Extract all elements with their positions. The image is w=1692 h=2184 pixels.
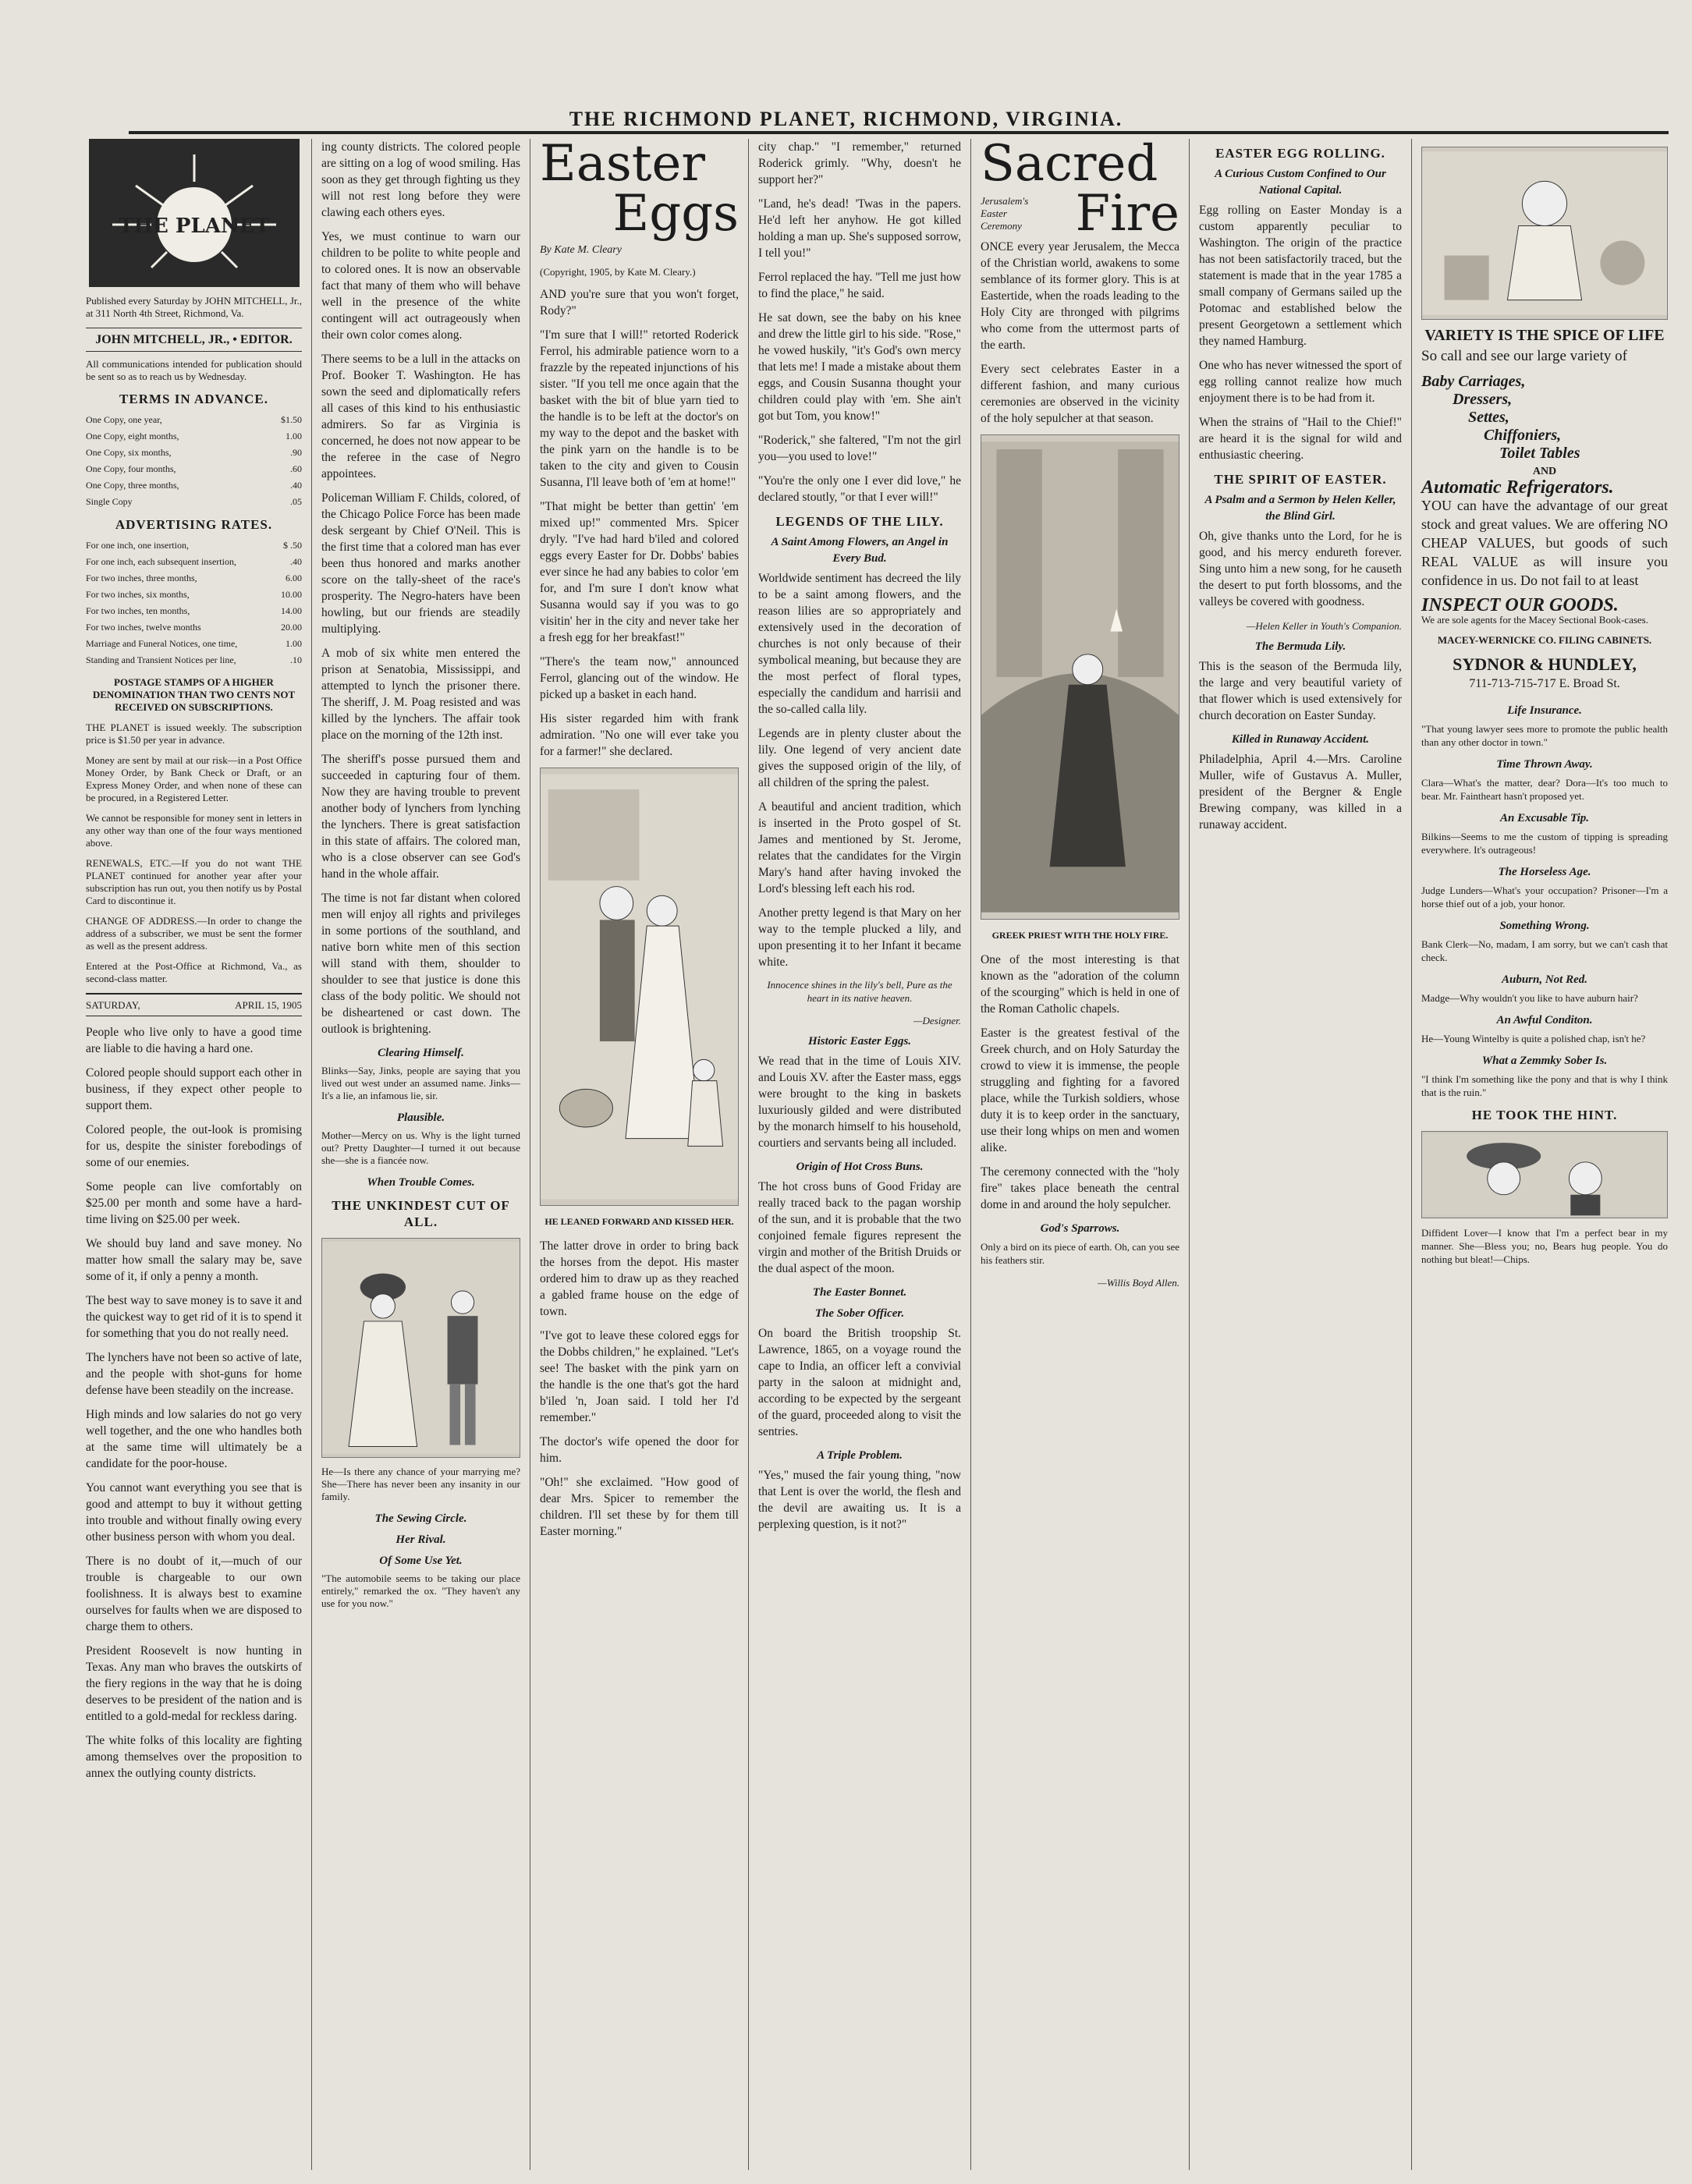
column-2 (312, 139, 530, 2170)
editorial-para: The best way to save money is to save it and the quickest way to get rid of it is to spend it for something that you do not really need. (86, 1294, 302, 1340)
joke-heading: What a Zemmky Sober Is. (1481, 1055, 1608, 1067)
story-subtitle: Jerusalem's Easter Ceremony (981, 195, 1029, 232)
story-para: His sister regarded him with frank admiration. "No one will ever take you for a farmer!" she declared. (540, 712, 739, 758)
ad-illustration (1421, 147, 1668, 320)
notice-4: RENEWALS, ETC.—If you do not want THE PLANET continued for another year after your subscription has run out, you then notify us by Postal Card to discontinue it. (86, 857, 302, 906)
joke-heading: The Horseless Age. (1498, 866, 1591, 878)
story-para: The ceremony connected with the "holy fire" takes place beneath the central dome in and around the holy sepulcher. (981, 1165, 1179, 1211)
story-para: Egg rolling on Easter Monday is a custom apparently peculiar to Washington. The origin of the practice has not been satisfactorily traced, but the statement is made that in the year 1785 a small company of Germans sailed up the Potomac and established below the present Georgetown a settlement which they named Hamburg. (1199, 204, 1402, 348)
masthead-rule (129, 131, 1669, 134)
lily-para: Legends are in plenty cluster about the lily. One legend of very ancient date gives the supposed origin of the lily, of all children of the spring the palest. (758, 727, 961, 789)
family-illustration-icon (541, 768, 738, 1205)
story-para: "Land, he's dead! 'Twas in the papers. He'd left her anyhow. He got killed holding a man up. She's supposed sorrow, I tell you!" (758, 197, 961, 260)
story-para: AND you're sure that you won't forget, Rody?" (540, 288, 739, 317)
published-notice: Published every Saturday by JOHN MITCHELL, Jr., at 311 North 4th Street, Richmond, Va. (86, 295, 302, 319)
notice-3: We cannot be responsible for money sent in letters in any other way than one of the four ways mentioned above. (86, 812, 302, 849)
lily-para: A beautiful and ancient tradition, which is inserted in the Proto gospel of St. James and mentioned by St. Jerome, relates that the candidates for the Virgin Mary's hand after having invoked the Lord's blessing left each his rod. (758, 800, 961, 895)
editorial-para: There seems to be a lull in the attacks on Prof. Booker T. Washington. He has sown the seed and diplomatically refers all cases of this kind to his enthusiastic admirers. So far as Virginia is concerned, he does not now appear to be the referee in the case of Negro appointees. (321, 353, 520, 480)
editorial-para: We should buy land and save money. No matter how small the salary may be, save some of it, if only a penny a month. (86, 1237, 302, 1283)
table-row: For two inches, twelve months 20.00 (86, 622, 302, 633)
joke-text: Clara—What's the matter, dear? Dora—It's too much to bear. Mr. Faintheart hasn't proposed yet. (1421, 777, 1668, 802)
table-row: One Copy, six months, .90 (86, 447, 302, 458)
table-row: Marriage and Funeral Notices, one time, 1.00 (86, 638, 302, 649)
story-para: The latter drove in order to bring back the horses from the depot. His master ordered him to draw up as they reached a gabled frame house on the edge of town. (540, 1239, 739, 1318)
section-heading: Origin of Hot Cross Buns. (796, 1161, 924, 1173)
story-para: "I've got to leave these colored eggs for the Dobbs children," he explained. "Let's see! The basket with the pink yarn on the handle is the one that's got the hard b'iled 'n, Joan said. I told her I'd remember." (540, 1329, 739, 1424)
child-illustration-icon (1422, 147, 1667, 319)
table-row: One Copy, four months, .60 (86, 463, 302, 474)
illustration-caption: GREEK PRIEST WITH THE HOLY FIRE. (991, 930, 1169, 941)
adv-rates-table (86, 537, 302, 668)
editorial-para: The time is not far distant when colored men will enjoy all rights and privileges in some portions of the southland, and native born white men of this section will stand with them, shoulder to shoulder to see that justice is done this class of the body politic. We should not be disheartened or cast down. The outlook is brightening. (321, 892, 520, 1036)
editorial-para: The sheriff's posse pursued them and succeeded in capturing four of them. Now they are having trouble to prevent another body of lynchers from lynching the lynchers. There is great satisfaction in this state of affairs. The colored man, who is a close observer can see God's hand in the whole affair. (321, 753, 520, 881)
spirit-signature: —Helen Keller in Youth's Companion. (1246, 620, 1402, 632)
story-para: "Roderick," she faltered, "I'm not the girl you—you used to love!" (758, 434, 961, 463)
editorial-para: Policeman William F. Childs, colored, of the Chicago Police Force has been made desk sergeant by Chief O'Neil. This is the first time that a colored man has ever been thus honored and marks another score on the tally-sheet of the race's prosperity. The Negro-haters have been howling, but our friends are steadily multiplying. (321, 491, 520, 636)
table-row: Single Copy .05 (86, 496, 302, 507)
section-heading: God's Sparrows. (1040, 1222, 1120, 1235)
story-para: He sat down, see the baby on his knee and drew the little girl to his side. "Rose," he vowed huskily, "it's God's own mercy that lets me! I made a mistake about them eggs, and Cousin Susanna thought your children could play with 'em. She ain't got but Tom, you know!" (758, 311, 961, 423)
story-title-sacred: Sacred (981, 139, 1158, 193)
table-row: One Copy, three months, .40 (86, 480, 302, 491)
column-6 (1190, 139, 1412, 2170)
story-para: The doctor's wife opened the door for him. (540, 1435, 739, 1465)
column-7 (1412, 139, 1677, 2170)
table-row: For two inches, ten months, 14.00 (86, 605, 302, 616)
illustration-caption: HE LEANED FORWARD AND KISSED HER. (544, 1216, 734, 1227)
joke-heading: Auburn, Not Red. (1501, 973, 1588, 986)
masthead: THE RICHMOND PLANET, RICHMOND, VIRGINIA. (569, 108, 1123, 130)
copyright: (Copyright, 1905, by Kate M. Cleary.) (540, 266, 696, 278)
joke-heading: Her Rival. (396, 1533, 446, 1546)
table-row: For one inch, one insertion, $ .50 (86, 540, 302, 551)
section-heading: The Easter Bonnet. (812, 1286, 907, 1299)
poem-signature: —Designer. (913, 1015, 961, 1026)
section-para: The hot cross buns of Good Friday are really traced back to the pagan worship of the sun, and it is probable that the two conjoined female figures represent the virgin and mother of the British Druids or the dual aspect of the moon. (758, 1180, 961, 1275)
story-illustration (540, 768, 739, 1206)
holy-fire-illustration (981, 434, 1179, 920)
lily-poem: Innocence shines in the lily's bell, Pure as the heart in its native heaven. (767, 979, 952, 1004)
egg-rolling-title: EASTER EGG ROLLING. (1215, 146, 1385, 161)
joke-heading: When Trouble Comes. (367, 1176, 475, 1189)
story-title-fire: Fire (1075, 185, 1179, 243)
couple-cartoon-icon (322, 1239, 520, 1457)
joke-heading: An Excusable Tip. (1499, 812, 1590, 824)
ad-call: So call and see our large variety of (1421, 348, 1627, 364)
joke-text: Bank Clerk—No, madam, I am sorry, but we can't cash that check. (1421, 938, 1668, 963)
firm-name: SYDNOR & HUNDLEY, (1453, 654, 1637, 674)
svg-text:THE PLANET: THE PLANET (118, 214, 270, 238)
poem-text: Only a bird on its piece of earth. Oh, can you see his feathers stir. (981, 1241, 1179, 1266)
story-para: "You're the only one I ever did love," he declared stoutly, "or that I ever will!" (758, 474, 961, 504)
hint-illustration (1421, 1131, 1668, 1218)
section-heading: Killed in Runaway Accident. (1231, 733, 1370, 746)
joke-heading: Of Some Use Yet. (379, 1555, 463, 1567)
story-para: Easter is the greatest festival of the Greek church, and on Holy Saturday the crowd to view it is immense, the people struggling and fighting for a favored place, while the Turkish soldiers, whose duty it is to keep order in the sanctuary, use their long whips on men and women alike. (981, 1026, 1179, 1154)
story-para: ONCE every year Jerusalem, the Mecca of the Christian world, awakens to some semblance of its former glory. This is at Eastertide, when the roads leading to the Holy City are thronged with pilgrims who come from the uttermost parts of the earth. (981, 240, 1179, 352)
crowd-illustration-icon (981, 435, 1179, 919)
story-title-eggs: Eggs (612, 185, 739, 243)
ad-inspect: INSPECT OUR GOODS. (1421, 595, 1619, 615)
section-para: On board the British troopship St. Lawrence, 1865, on a voyage round the cape to India, an officer left a convivial party in the saloon at midnight and, according to be expected by the sergeant of the guard, proceeded along to visit the sentries. (758, 1327, 961, 1438)
ad-body: YOU can have the advantage of our great stock and great values. We are offering NO CHEAP VALUES, but goods of such REAL VALUE as will insure you confidence in us. Do not fail to at least (1421, 498, 1668, 588)
lily-title: LEGENDS OF THE LILY. (775, 514, 944, 529)
story-para: This is the season of the Bermuda lily, the large and very beautiful variety of that flower which is used extensively for church decoration on Easter Sunday. (1199, 660, 1402, 722)
editor-line: JOHN MITCHELL, JR., • EDITOR. (86, 328, 302, 352)
ad-and: AND (1532, 466, 1557, 477)
story-para: One who has never witnessed the sport of egg rolling cannot realize how much enjoyment there is to be had from it. (1199, 359, 1402, 405)
editorial-para: There is no doubt of it,—much of our trouble is chargeable to our own foolishness. It is always best to examine ourselves for faults when we are disposed to charge them to others. (86, 1555, 302, 1633)
table-row: For two inches, six months, 10.00 (86, 589, 302, 600)
entered-notice: Entered at the Post-Office at Richmond, Va., as second-class matter. (86, 960, 302, 984)
story-para: "That might be better than gettin' 'em mixed up!" commented Mrs. Spicer dryly. "I've had hard b'iled and colored eggs every Easter for Dr. Dobbs' babies ever since he had any babies to color 'em for, and I'm sure I don't know what Susanna would say if you was to go visitin' her in the city and never take her a fresh egg for her breakfast!" (540, 500, 739, 644)
ad-refrigerators: Automatic Refrigerators. (1421, 477, 1614, 498)
list-item: Toilet Tables (1499, 445, 1580, 462)
hint-title: HE TOOK THE HINT. (1471, 1108, 1618, 1122)
joke-text: "I think I'm something like the pony and that is why I think that is the ruin." (1421, 1073, 1668, 1098)
planet-logo (89, 139, 300, 287)
story-para: When the strains of "Hail to the Chief!" are heard it is the signal for wild and enthusiastic cheering. (1199, 416, 1402, 462)
joke-heading: An Awful Conditon. (1496, 1014, 1593, 1026)
joke-text: Mother—Mercy on us. Why is the light turned out? Pretty Daughter—I turned it out because she—she is a fiancée now. (321, 1129, 520, 1166)
list-item: Baby Carriages, (1421, 373, 1526, 390)
editorial-para: Colored people should support each other in business, if they expect other people to support them. (86, 1066, 302, 1112)
editorial-para: Yes, we must continue to warn our children to be polite to white people and to colored ones. It is now an observable fact that many of them who will behave well in the presence of the white contingent will act outrageously when their own color comes along. (321, 230, 520, 342)
spirit-subtitle: A Psalm and a Sermon by Helen Keller, the Blind Girl. (1204, 494, 1396, 523)
table-row: For two inches, three months, 6.00 (86, 573, 302, 583)
dateline: SATURDAY, APRIL 15, 1905 (86, 993, 302, 1016)
story-para: city chap." "I remember," returned Roderick grimly. "Why, doesn't he support her?" (758, 140, 961, 186)
notice-5: CHANGE OF ADDRESS.—In order to change the address of a subscriber, we must be sent the former as well as the present address. (86, 915, 302, 952)
table-row: Standing and Transient Notices per line, .10 (86, 654, 302, 665)
joke-heading: Life Insurance. (1507, 704, 1582, 717)
notice-1: THE PLANET is issued weekly. The subscription price is $1.50 per year in advance. (86, 722, 302, 746)
column-3 (530, 139, 749, 2170)
editorial-para: You cannot want everything you see that is good and attempt to buy it without getting into trouble and without finally owing every other business person with whom you deal. (86, 1481, 302, 1544)
section-heading: Historic Easter Eggs. (807, 1035, 912, 1048)
ad-variety: VARIETY IS THE SPICE OF LIFE (1424, 327, 1665, 344)
hint-text: Diffident Lover—I know that I'm a perfect bear in my manner. She—Bless you; no, Bears hug people. You do nothing but bleat!—Chips. (1421, 1227, 1668, 1265)
joke-text: Blinks—Say, Jinks, people are saying that you lived out west under an assumed name. Jinks—It's a lie, an infamous lie, sir. (321, 1065, 520, 1101)
list-item: Dressers, (1453, 391, 1513, 408)
lily-para: Another pretty legend is that Mary on her way to the temple plucked a lily, and upon presenting it to her Infant it became white. (758, 906, 961, 969)
ad-agents: We are sole agents for the Macey Sectional Book-cases. (1421, 614, 1648, 626)
editorial-para: Some people can live comfortably on $25.00 per month and some have a hard-time living on $25.00 per week. (86, 1180, 302, 1226)
editorial-para: The lynchers have not been so active of late, and the people with shot-guns for home defense have been steadily on the increase. (86, 1351, 302, 1397)
story-para: Philadelphia, April 4.—Mrs. Caroline Muller, wife of Gustavus A. Muller, president of the Bergner & Engle Brewing company, was killed in a runaway accident. (1199, 753, 1402, 831)
editorial-para: A mob of six white men entered the prison at Senatobia, Mississippi, and attempted to lynch the prisoner there. The sheriff, J. M. Poag resisted and was killed by the lynchers. The affair took place on the morning of the 12th inst. (321, 647, 520, 742)
story-para: Ferrol replaced the hay. "Tell me just how to find the place," he said. (758, 271, 961, 300)
adv-rates-title: ADVERTISING RATES. (115, 517, 273, 532)
cartoon-title: THE UNKINDEST CUT OF ALL. (332, 1198, 510, 1229)
editorial-para: The white folks of this locality are fighting among themselves over the proposition to annex the outlying county districts. (86, 1734, 302, 1780)
story-para: "There's the team now," announced Ferrol, glancing out of the window. He picked up a basket in each hand. (540, 655, 739, 701)
editorial-para: People who live only to have a good time are liable to die having a hard one. (86, 1026, 302, 1055)
poem-signature: —Willis Boyd Allen. (1098, 1277, 1179, 1289)
egg-rolling-subtitle: A Curious Custom Confined to Our National Capital. (1215, 168, 1386, 197)
editorial-para: President Roosevelt is now hunting in Texas. Any man who braves the outskirts of the fiery regions in the way that he is doing deserves to be president of the nation and is entitled to a gold-medal for reckless daring. (86, 1644, 302, 1723)
story-para: Oh, give thanks unto the Lord, for he is good, and his mercy endureth forever. Sing unto him a new song, for he causeth the desert to put forth blossoms, and the valleys be covered with goodness. (1199, 530, 1402, 608)
spirit-title: THE SPIRIT OF EASTER. (1214, 472, 1387, 487)
story-para: One of the most interesting is that known as the "adoration of the column of the scourging" which is held in one of the Roman Catholic chapels. (981, 953, 1179, 1016)
column-1 (86, 139, 312, 2170)
joke-heading: Plausible. (396, 1112, 445, 1124)
postage-notice: POSTAGE STAMPS OF A HIGHER DENOMINATION THAN TWO CENTS NOT RECEIVED ON SUBSCRIPTIONS. (92, 676, 296, 713)
editorial-para: High minds and low salaries do not go very well together, and the one who handles both at the same time will ultimately be a candidate for the poor-house. (86, 1408, 302, 1470)
joke-heading: Time Thrown Away. (1496, 758, 1593, 771)
ad-macey: MACEY-WERNICKE CO. FILING CABINETS. (1437, 634, 1652, 646)
table-row: One Copy, eight months, 1.00 (86, 431, 302, 441)
joke-text: "The automobile seems to be taking our place entirely," remarked the ox. "They haven't any use for you now." (321, 1572, 520, 1609)
joke-heading: Clearing Himself. (378, 1047, 464, 1059)
section-para: We read that in the time of Louis XIV. and Louis XV. after the Easter mass, eggs were brought to the king in baskets luxuriously gilded and were distributed by the monarch himself to his household, courtiers and servants being all included. (758, 1055, 961, 1150)
list-item: Chiffoniers, (1484, 427, 1562, 444)
joke-text: Judge Lunders—What's your occupation? Prisoner—I'm a horse thief out of a job, your honor. (1421, 885, 1668, 909)
notice-2: Money are sent by mail at our risk—in a Post Office Money Order, by Bank Check or Draft, or an Express Money Order, and when none of these can be procured, in a Registered Letter. (86, 754, 302, 803)
editorial-para: Colored people, the out-look is promising for us, despite the sinister forebodings of some of our enemies. (86, 1123, 302, 1169)
joke-text: Bilkins—Seems to me the custom of tipping is spreading everywhere. It's outrageous! (1421, 831, 1668, 856)
column-4 (749, 139, 971, 2170)
couple-portrait-icon (1422, 1132, 1667, 1218)
cartoon-illustration (321, 1238, 520, 1458)
joke-text: He—Young Wintelby is quite a polished chap, isn't he? (1421, 1033, 1646, 1044)
table-row: For one inch, each subsequent insertion, .40 (86, 556, 302, 567)
section-heading: A Triple Problem. (817, 1449, 903, 1462)
ad-items (1421, 374, 1668, 462)
terms-title: TERMS IN ADVANCE. (119, 392, 268, 406)
section-para: "Yes," mused the fair young thing, "now that Lent is over the world, the flesh and the devil are awaiting us. It is a perplexing question, is it not?" (758, 1469, 961, 1531)
lily-subtitle: A Saint Among Flowers, an Angel in Every Bud. (771, 536, 949, 565)
byline: By Kate M. Cleary (540, 244, 622, 256)
firm-address: 711-713-715-717 E. Broad St. (1469, 677, 1620, 690)
editorial-para: ing county districts. The colored people are sitting on a log of wood smiling. Has soon as they get through fighting us they will not rest long before they were clawing each others eyes. (321, 140, 520, 219)
story-para: "I'm sure that I will!" retorted Roderick Ferrol, his admirable patience worn to a frazzle by the repeated injunctions of his sister. "If you tell me once again that the basket with the bit of blue yarn tied to the handle is to be left at the doctor's on my way to the depot and the basket with the pink yarn on the handle is to be taken to the city and given to Cousin Susanna, I'll leave both of 'em at home!" (540, 328, 739, 489)
column-5 (971, 139, 1190, 2170)
story-title-easter: Easter (540, 139, 705, 193)
section-heading: The Sober Officer. (814, 1307, 905, 1320)
joke-heading: The Sewing Circle. (374, 1512, 467, 1525)
joke-text: Madge—Why wouldn't you like to have auburn hair? (1421, 992, 1638, 1004)
story-para: "Oh!" she exclaimed. "How good of dear Mrs. Spicer to remember the children. I'll set these by for them till Easter morning." (540, 1476, 739, 1538)
table-row: One Copy, one year, $1.50 (86, 414, 302, 425)
communications-notice: All communications intended for publication should be sent so as to reach us by Wednesday. (86, 358, 302, 382)
list-item: Settes, (1468, 409, 1509, 426)
cartoon-caption: He—Is there any chance of your marrying me? She—There has never been any insanity in our family. (321, 1466, 520, 1502)
story-para: Every sect celebrates Easter in a different fashion, and many curious ceremonies are observed in the vicinity of the holy sepulcher at that season. (981, 363, 1179, 425)
joke-text: "That young lawyer sees more to promote the public health than any other doctor in town." (1421, 723, 1668, 748)
joke-heading: Something Wrong. (1499, 920, 1590, 932)
lily-para: Worldwide sentiment has decreed the lily to be a saint among flowers, and the reason lilies are so appropriately and extensively used in the decoration of churches is not only because of their symbolical meaning, but because they are the most perfect of floral types, especially the candidum and harrisii and the so-called calla lily. (758, 572, 961, 716)
terms-table (86, 412, 302, 510)
section-heading: The Bermuda Lily. (1254, 640, 1346, 653)
